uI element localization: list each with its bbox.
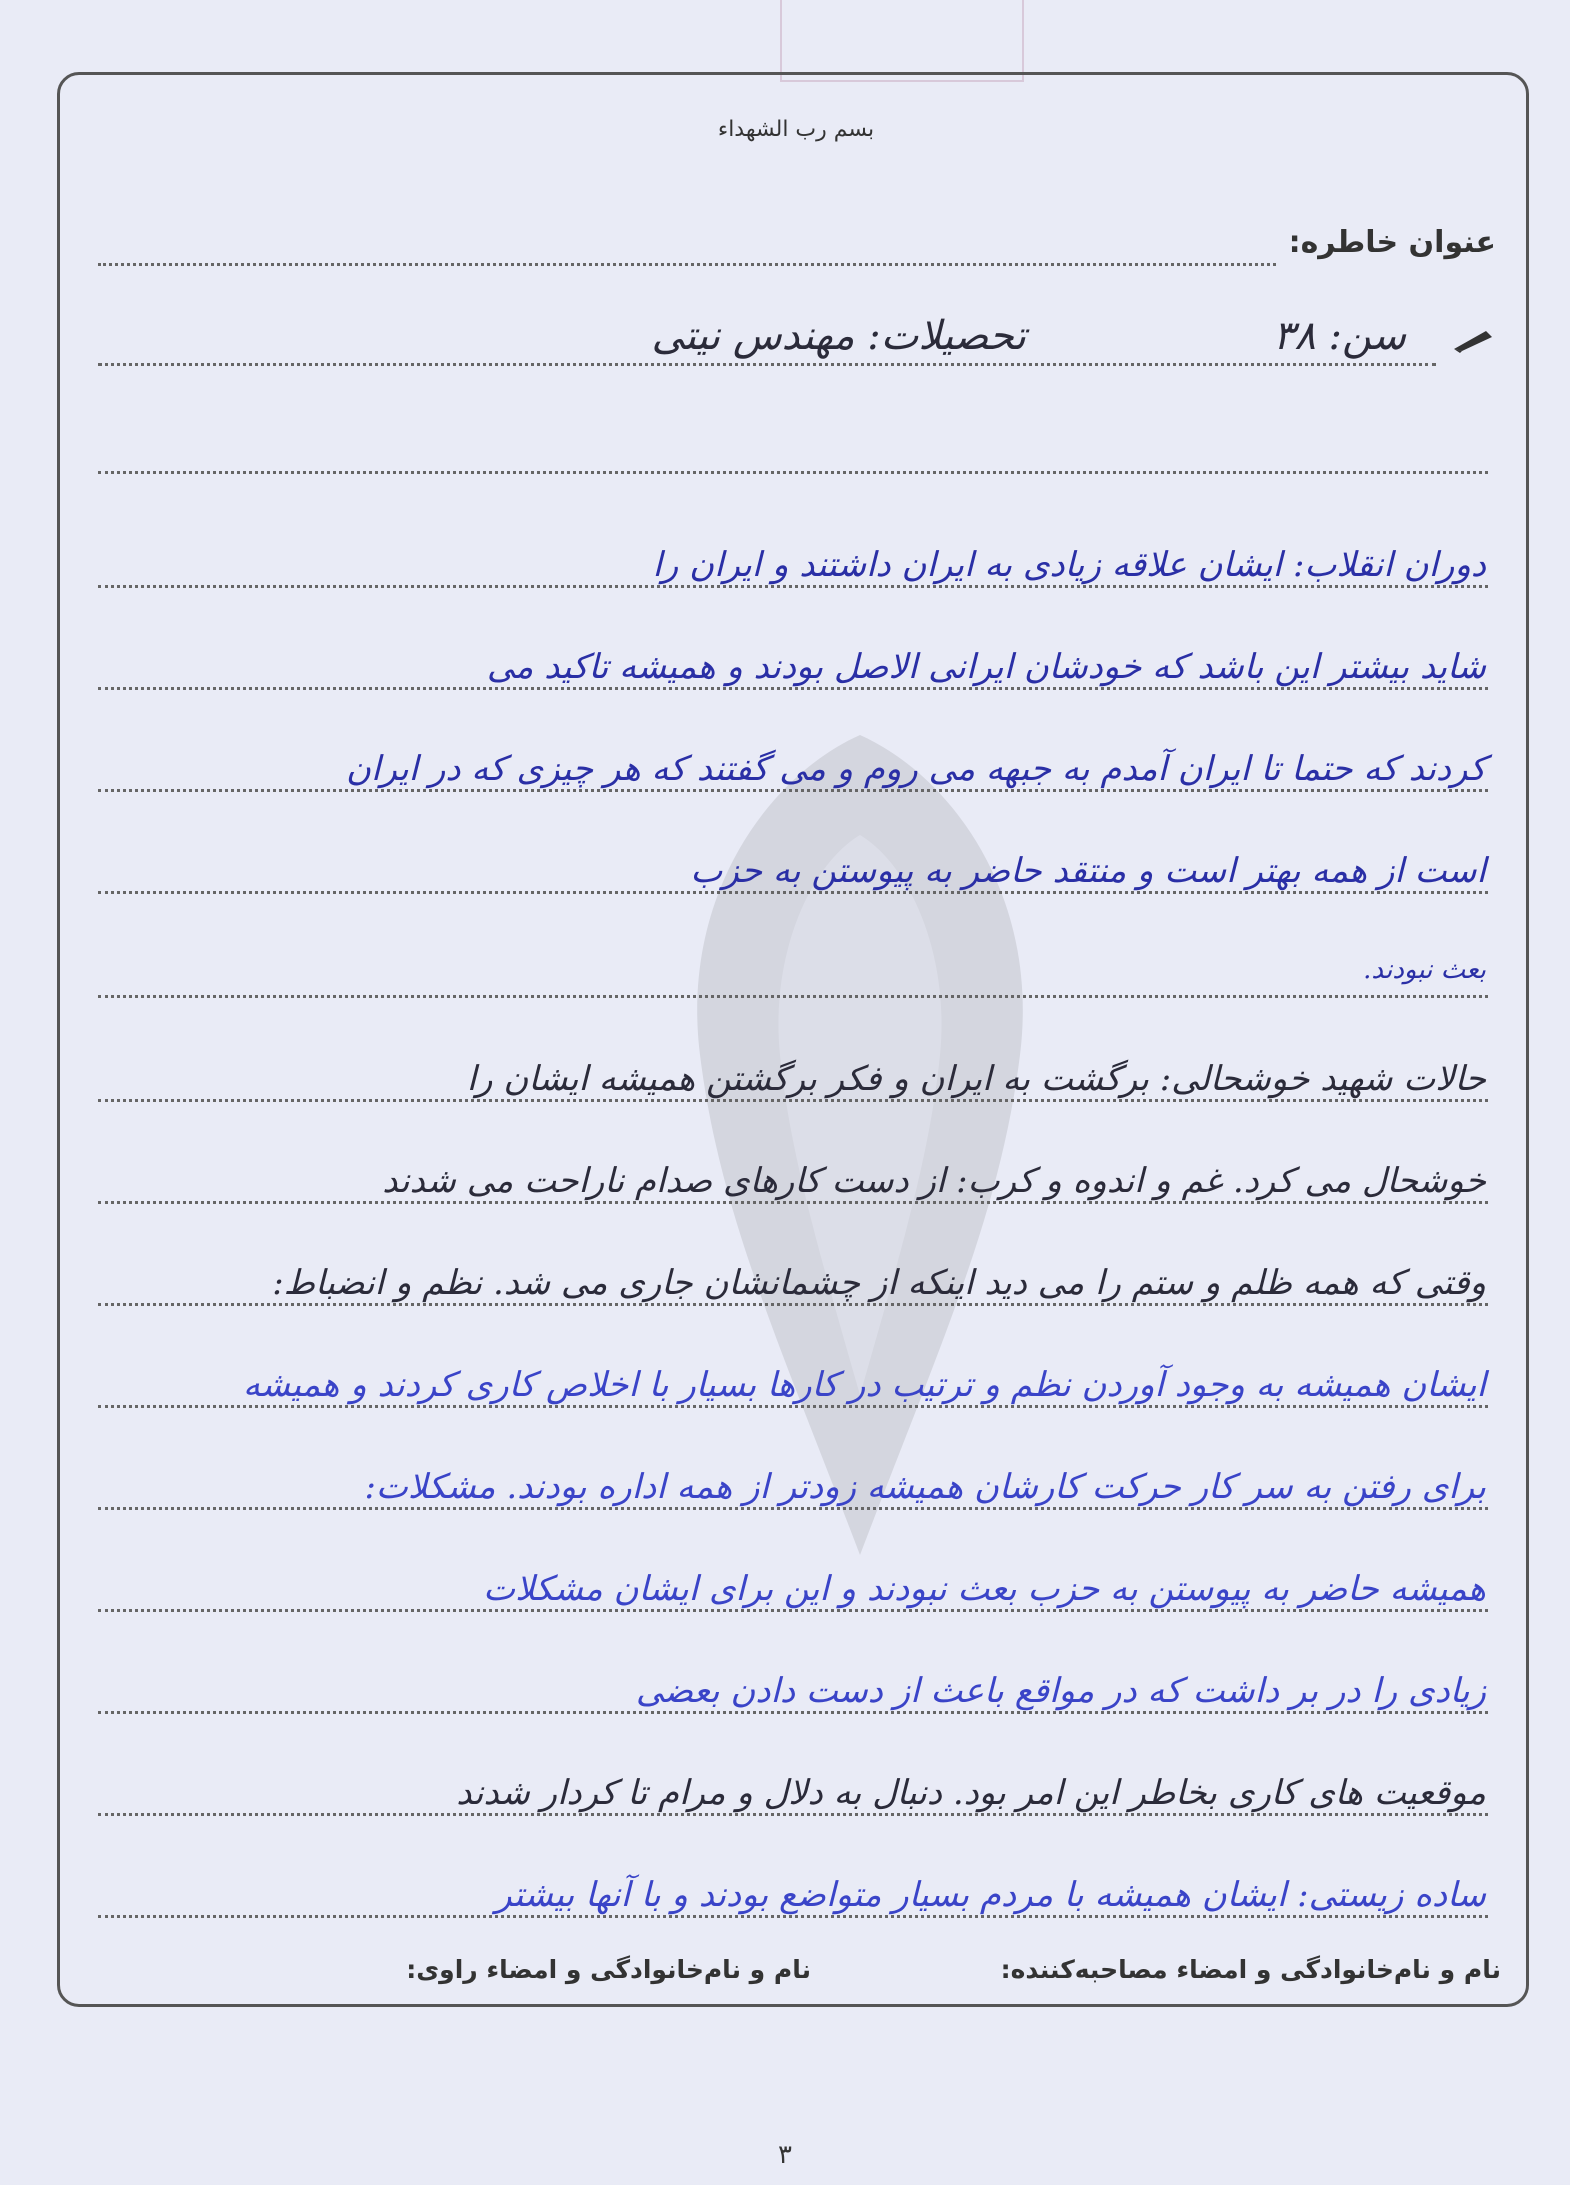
education-text: تحصیلات: مهندس نیتی	[651, 313, 1026, 359]
body-line: بعث نبودند.	[1363, 955, 1486, 985]
basmala-heading: بسم رب الشهداء	[717, 117, 875, 142]
ruled-line	[98, 1813, 1488, 1816]
body-line: زیادی را در بر داشت که در مواقع باعث از دست دادن بعضی	[635, 1671, 1486, 1711]
ruled-line	[98, 1711, 1488, 1714]
ruled-line	[98, 1201, 1488, 1204]
ruled-line	[98, 1303, 1488, 1306]
ruled-line	[98, 891, 1488, 894]
ruled-line	[98, 687, 1488, 690]
body-line: شاید بیشتر این باشد که خودشان ایرانی الاصل بودند و همیشه تاکید می	[486, 647, 1486, 687]
body-line: ایشان همیشه به وجود آوردن نظم و ترتیب در کارها بسیار با اخلاص کاری کردند و همیشه	[243, 1365, 1486, 1405]
ruled-line	[98, 995, 1488, 998]
body-line: است از همه بهتر است و منتقد حاضر به پیوستن به حزب	[690, 851, 1486, 891]
body-line: خوشحال می کرد. غم و اندوه و کرب: از دست کارهای صدام ناراحت می شدند	[382, 1161, 1486, 1201]
interviewer-signature-label: نام و نام‌خانوادگی و امضاء مصاحبه‌کننده:	[1000, 1955, 1501, 1984]
body-line: همیشه حاضر به پیوستن به حزب بعث نبودند و این برای ایشان مشکلات	[483, 1569, 1486, 1609]
ruled-line	[98, 1507, 1488, 1510]
body-line: حالات شهید خوشحالی: برگشت به ایران و فکر برگشتن همیشه ایشان را	[466, 1059, 1486, 1099]
pen-icon	[1452, 327, 1494, 353]
ruled-line	[98, 1099, 1488, 1102]
body-line: وقتی که همه ظلم و ستم را می دید اینکه از چشمانشان جاری می شد. نظم و انضباط:	[272, 1263, 1486, 1303]
body-line: دوران انقلاب: ایشان علاقه زیادی به ایران داشتند و ایران را	[652, 545, 1486, 585]
body-line: برای رفتن به سر کار حرکت کارشان همیشه زودتر از همه اداره بودند. مشکلات:	[364, 1467, 1486, 1507]
form-frame	[57, 72, 1529, 2007]
page-number: ۳	[778, 2140, 792, 2170]
ruled-line	[98, 1609, 1488, 1612]
ruled-line	[98, 585, 1488, 588]
age-line	[98, 363, 1436, 366]
ruled-line	[98, 789, 1488, 792]
narrator-signature-label: نام و نام‌خانوادگی و امضاء راوی:	[406, 1955, 811, 1984]
stamp-mark	[780, 0, 1024, 82]
age-text: سن: ۳۸	[1272, 313, 1406, 359]
blank-line	[98, 471, 1488, 474]
body-line: ساده زیستی: ایشان همیشه با مردم بسیار متواضع بودند و با آنها بیشتر	[495, 1875, 1486, 1915]
body-line: کردند که حتما تا ایران آمدم به جبهه می روم و می گفتند که هر چیزی که در ایران	[346, 749, 1486, 789]
watermark-emblem	[620, 695, 1100, 1595]
ruled-line	[98, 1405, 1488, 1408]
ruled-line	[98, 1915, 1488, 1918]
subject-label: عنوان خاطره:	[1288, 225, 1496, 260]
subject-line	[98, 263, 1276, 266]
body-line: موقعیت های کاری بخاطر این امر بود. دنبال به دلال و مرام تا کردار شدند	[456, 1773, 1486, 1813]
